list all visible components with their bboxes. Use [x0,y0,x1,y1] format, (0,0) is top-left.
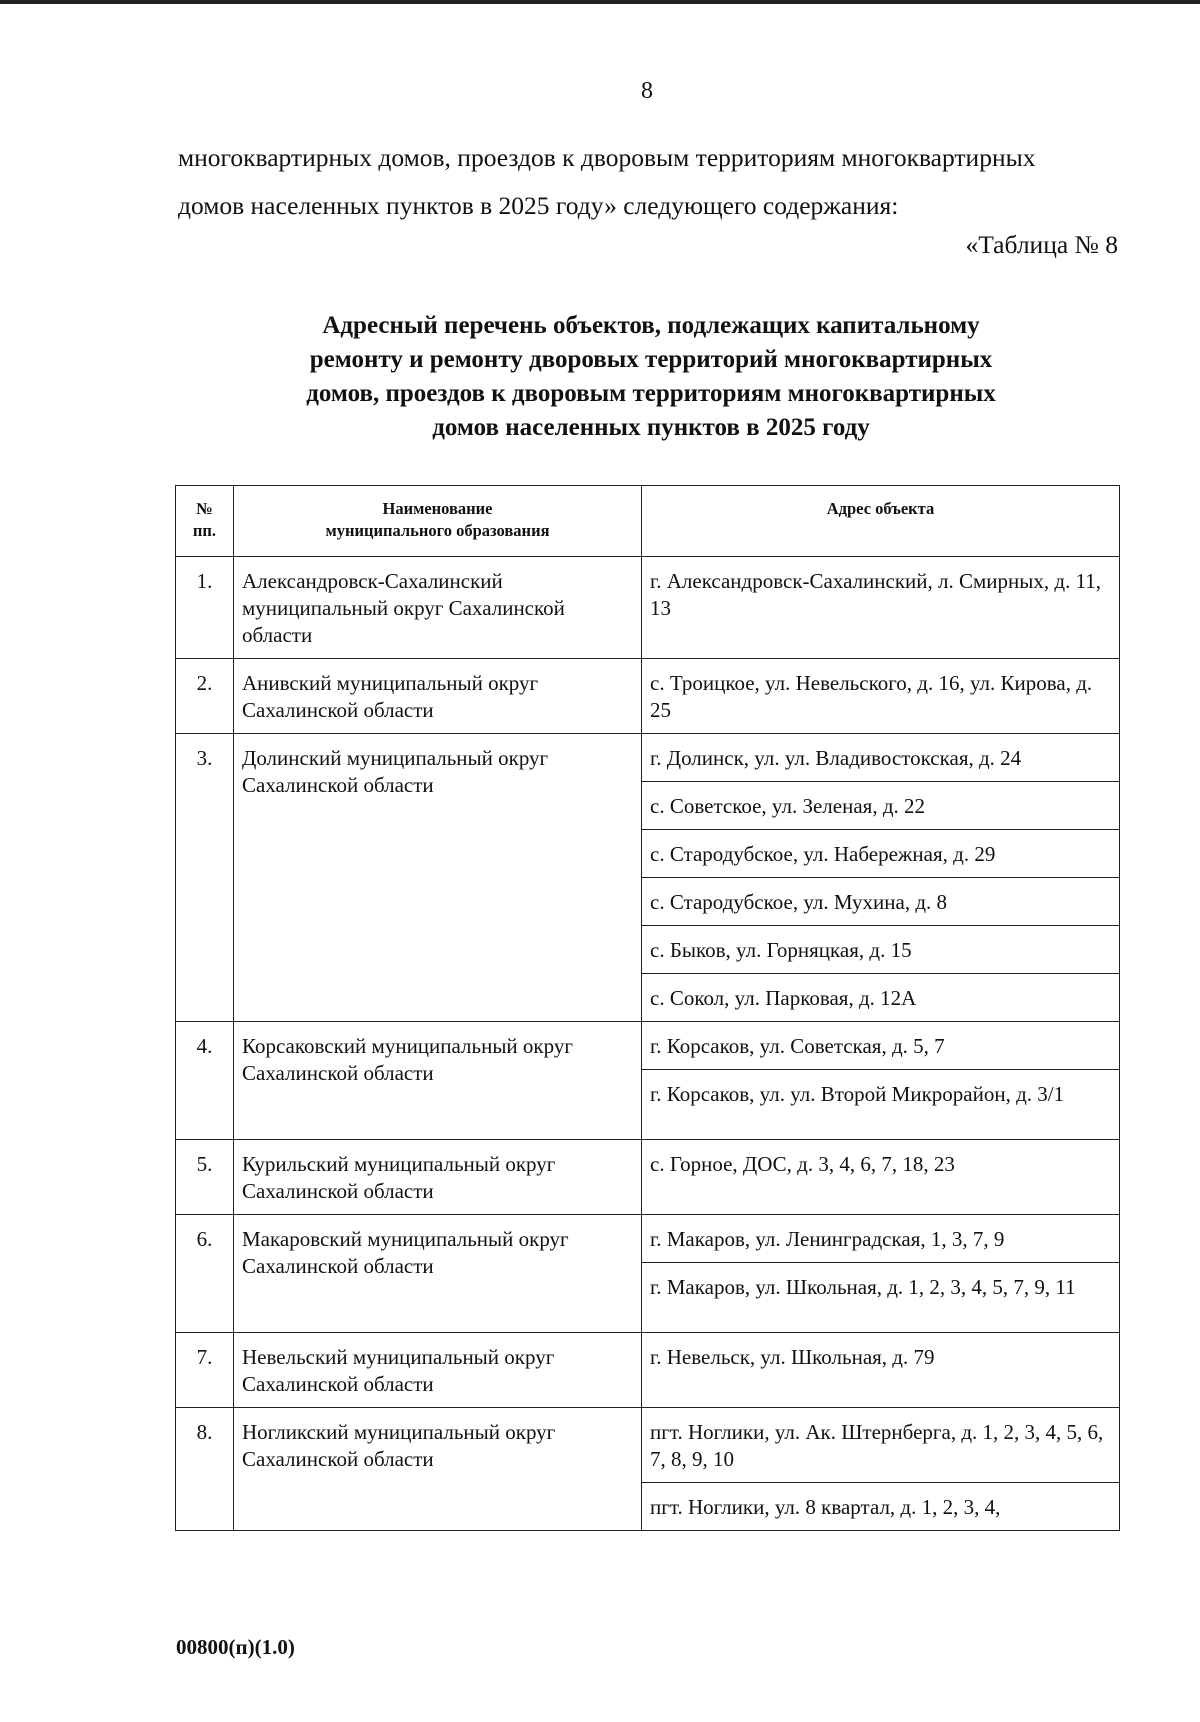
table-row [176,1140,1120,1215]
municipality-cell: Долинский муниципальный округ Сахалинской области [234,734,642,1022]
municipality-cell: Анивский муниципальный округ Сахалинской области [234,659,642,734]
address-cell: с. Троицкое, ул. Невельского, д. 16, ул. Кирова, д. 25 [642,659,1120,734]
municipality-cell: Невельский муниципальный округ Сахалинской области [234,1333,642,1408]
row-number-cell: 8. [176,1408,234,1531]
address-cell: г. Невельск, ул. Школьная, д. 79 [642,1333,1120,1408]
title-line-4: домов населенных пунктов в 2025 году [432,414,870,441]
table-row [176,659,1120,734]
address-cell: пгт. Ноглики, ул. 8 квартал, д. 1, 2, 3, 4, [642,1483,1120,1531]
municipality-cell: Корсаковский муниципальный округ Сахалинской области [234,1022,642,1140]
address-list-table [175,485,1120,1531]
address-cell: с. Советское, ул. Зеленая, д. 22 [642,782,1120,830]
table-row [176,557,1120,659]
table-label: «Таблица № 8 [965,230,1118,259]
address-cell: г. Макаров, ул. Ленинградская, 1, 3, 7, 9 [642,1215,1120,1263]
municipality-cell: Макаровский муниципальный округ Сахалинской области [234,1215,642,1333]
document-title [178,309,1124,445]
intro-line-2: домов населенных пунктов в 2025 году» следующего содержания: [178,191,899,220]
address-cell: г. Макаров, ул. Школьная, д. 1, 2, 3, 4, 5, 7, 9, 11 [642,1263,1120,1333]
row-number-cell: 1. [176,557,234,659]
row-number-cell: 6. [176,1215,234,1333]
table-row [176,734,1120,782]
header-address: Адрес объекта [642,486,1120,557]
table-row [176,1333,1120,1408]
municipality-cell: Александровск-Сахалинский муниципальный округ Сахалинской области [234,557,642,659]
title-line-2: ремонту и ремонту дворовых территорий многоквартирных [309,346,993,373]
table-header-row [176,486,1120,557]
page-number: 8 [641,78,653,104]
header-municipality [234,486,642,557]
address-cell: с. Горное, ДОС, д. 3, 4, 6, 7, 18, 23 [642,1140,1120,1215]
header-number [176,486,234,557]
address-cell: с. Стародубское, ул. Мухина, д. 8 [642,878,1120,926]
header-number-line-2: пп. [192,521,217,540]
title-line-3: домов, проездов к дворовым территориям многоквартирных [306,380,996,407]
table-row [176,1022,1120,1070]
header-municipality-line-2: муниципального образования [325,521,550,540]
header-number-line-1: № [196,499,213,518]
row-number-cell: 3. [176,734,234,1022]
address-cell: пгт. Ноглики, ул. Ак. Штернберга, д. 1, 2, 3, 4, 5, 6, 7, 8, 9, 10 [642,1408,1120,1483]
row-number-cell: 5. [176,1140,234,1215]
row-number-cell: 2. [176,659,234,734]
row-number-cell: 4. [176,1022,234,1140]
header-municipality-line-1: Наименование [382,499,493,518]
address-cell: с. Стародубское, ул. Набережная, д. 29 [642,830,1120,878]
title-line-1: Адресный перечень объектов, подлежащих капитальному [322,312,980,339]
footer-document-code: 00800(п)(1.0) [176,1635,295,1659]
address-cell: с. Сокол, ул. Парковая, д. 12А [642,974,1120,1022]
top-border-line [0,0,1200,4]
municipality-cell: Ногликский муниципальный округ Сахалинской области [234,1408,642,1531]
row-number-cell: 7. [176,1333,234,1408]
address-cell: г. Долинск, ул. ул. Владивостокская, д. 24 [642,734,1120,782]
address-cell: г. Александровск-Сахалинский, л. Смирных, д. 11, 13 [642,557,1120,659]
address-cell: г. Корсаков, ул. ул. Второй Микрорайон, д. 3/1 [642,1070,1120,1140]
municipality-cell: Курильский муниципальный округ Сахалинской области [234,1140,642,1215]
address-cell: г. Корсаков, ул. Советская, д. 5, 7 [642,1022,1120,1070]
table-body [176,557,1120,1531]
address-cell: с. Быков, ул. Горняцкая, д. 15 [642,926,1120,974]
table-row [176,1408,1120,1483]
intro-line-1: многоквартирных домов, проездов к дворовым территориям многоквартирных [178,143,1036,172]
intro-paragraph [178,134,1124,230]
table-row [176,1215,1120,1263]
